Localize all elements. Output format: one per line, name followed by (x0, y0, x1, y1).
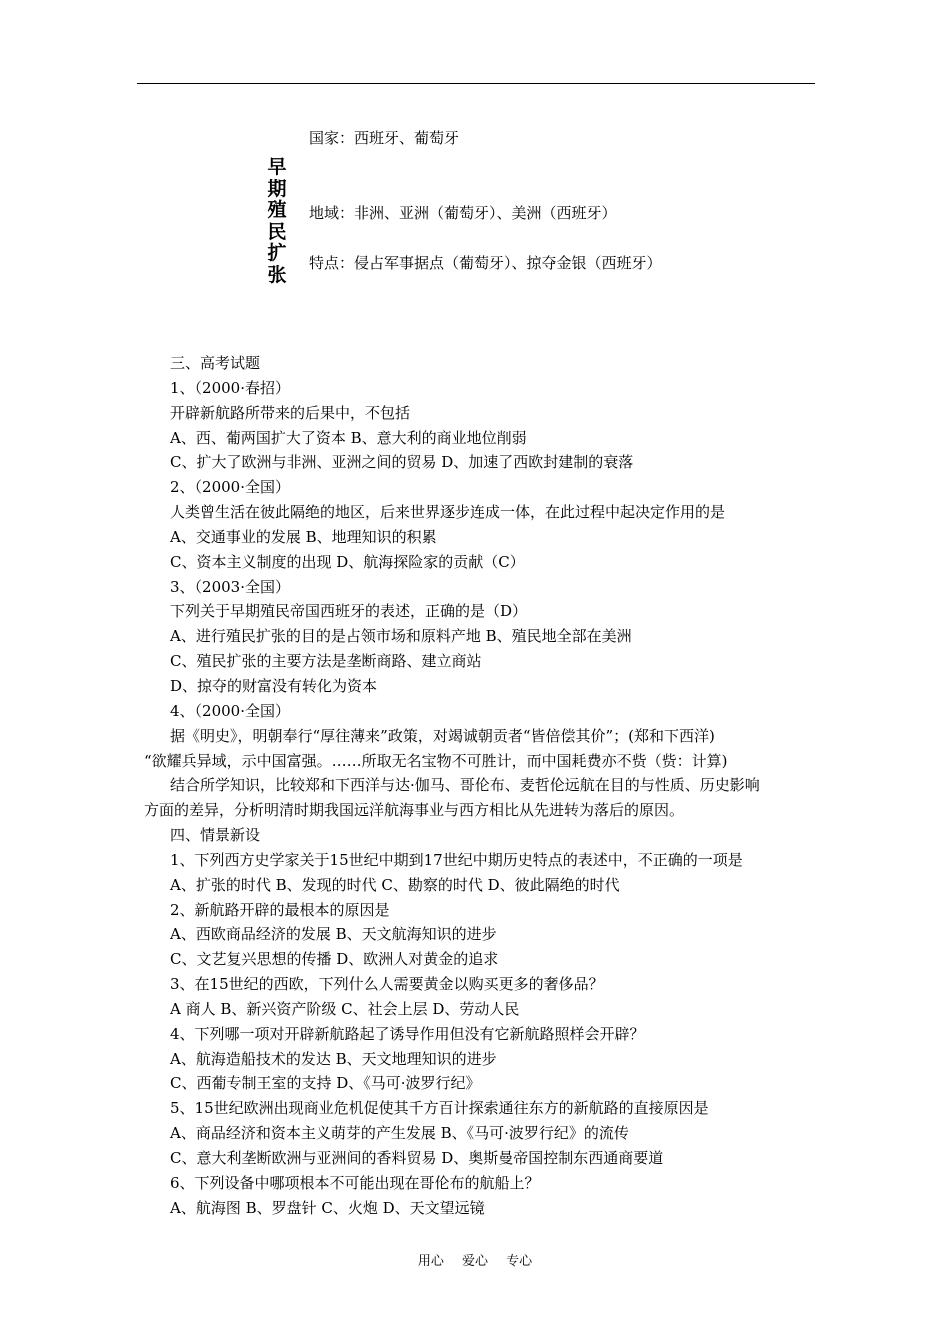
feature-text: 侵占军事据点（葡萄牙）、掠夺金银（西班牙） (354, 254, 662, 272)
answer-options: A 商人 B、新兴资产阶级 C、社会上层 D、劳动人民 (170, 999, 520, 1018)
question-number: 4、（2000·全国） (170, 701, 290, 720)
answer-options: C、意大利垄断欧洲与亚洲间的香料贸易 D、奥斯曼帝国控制东西通商要道 (170, 1149, 664, 1167)
question-stem: 5、15世纪欧洲出现商业危机促使其千方百计探索通往东方的新航路的直接原因是 (170, 1099, 709, 1118)
question-body (144, 351, 820, 1221)
country-text: 西班牙、葡萄牙 (354, 129, 460, 147)
vertical-title: 早期殖民扩张 (267, 156, 287, 286)
header-rule (137, 83, 815, 84)
question-stem: 结合所学知识，比较郑和下西洋与达·伽马、哥伦布、麦哲伦远航在目的与性质、历史影响 (170, 776, 760, 795)
question-stem: 下列关于早期殖民帝国西班牙的表述，正确的是（D） (170, 602, 528, 621)
feature-label: 特点： (309, 254, 355, 272)
answer-options: A、航海图 B、罗盘针 C、火炮 D、天文望远镜 (170, 1198, 485, 1217)
answer-options: C、西葡专制王室的支持 D、《马可·波罗行纪》 (170, 1074, 481, 1093)
question-stem: 3、在15世纪的西欧，下列什么人需要黄金以购买更多的奢侈品？ (170, 975, 604, 994)
answer-options: C、扩大了欧洲与非洲、亚洲之间的贸易 D、加速了西欧封建制的衰落 (170, 453, 634, 472)
question-stem: 据《明史》，明朝奉行“厚往薄来”政策，对竭诚朝贡者“皆倍偿其价”；(郑和下西洋) (170, 726, 715, 745)
answer-options: A、交通事业的发展 B、地理知识的积累 (170, 527, 437, 546)
answer-options: C、殖民扩张的主要方法是垄断商路、建立商站 (170, 652, 482, 671)
question-stem: 开辟新航路所带来的后果中，不包括 (170, 403, 411, 422)
answer-options: D、掠夺的财富没有转化为资本 (170, 676, 378, 695)
answer-options: A、西欧商品经济的发展 B、天文航海知识的进步 (170, 925, 497, 944)
region-label: 地域： (309, 204, 355, 222)
answer-options: C、资本主义制度的出现 D、航海探险家的贡献（C） (170, 552, 525, 571)
answer-options: A、航海造船技术的发达 B、天文地理知识的进步 (170, 1049, 497, 1068)
section-heading: 三、高考试题 (170, 354, 261, 372)
country-label: 国家： (309, 129, 355, 147)
answer-options: A、扩张的时代 B、发现的时代 C、勘察的时代 D、彼此隔绝的时代 (170, 875, 620, 894)
question-number: 2、（2000·全国） (170, 478, 290, 497)
region-text: 非洲、亚洲（葡萄牙）、美洲（西班牙） (354, 204, 617, 222)
answer-options: C、文艺复兴思想的传播 D、欧洲人对黄金的追求 (170, 950, 499, 969)
question-stem: 4、下列哪一项对开辟新航路起了诱导作用但没有它新航路照样会开辟？ (170, 1024, 645, 1043)
answer-options: A、商品经济和资本主义萌芽的产生发展 B、《马可·波罗行纪》的流传 (170, 1124, 629, 1143)
answer-options: A、进行殖民扩张的目的是占领市场和原料产地 B、殖民地全部在美洲 (170, 627, 632, 646)
feature-item (309, 252, 662, 273)
country-item (309, 127, 459, 148)
question-stem: 6、下列设备中哪项根本不可能出现在哥伦布的航船上？ (170, 1173, 540, 1192)
question-stem: 1、下列西方史学家关于15世纪中期到17世纪中期历史特点的表述中，不正确的一项是 (170, 850, 743, 869)
question-stem: 方面的差异，分析明清时期我国远洋航海事业与西方相比从先进转为落后的原因。 (144, 801, 685, 820)
question-stem: 人类曾生活在彼此隔绝的地区，后来世界逐步连成一体，在此过程中起决定作用的是 (170, 503, 726, 522)
section-heading: 四、情景新设 (170, 826, 261, 845)
page-footer: 用心 爱心 专心 (417, 1254, 533, 1269)
answer-options: A、西、葡两国扩大了资本 B、意大利的商业地位削弱 (170, 428, 527, 447)
question-stem: 2、新航路开辟的最根本的原因是 (170, 900, 390, 919)
question-stem: “欲耀兵异域，示中国富强。……所取无名宝物不可胜计，而中国耗费亦不赀（赀：计算) (144, 751, 728, 770)
question-number: 1、（2000·春招） (170, 378, 290, 397)
question-number: 3、（2003·全国） (170, 577, 290, 596)
region-item (309, 202, 617, 223)
